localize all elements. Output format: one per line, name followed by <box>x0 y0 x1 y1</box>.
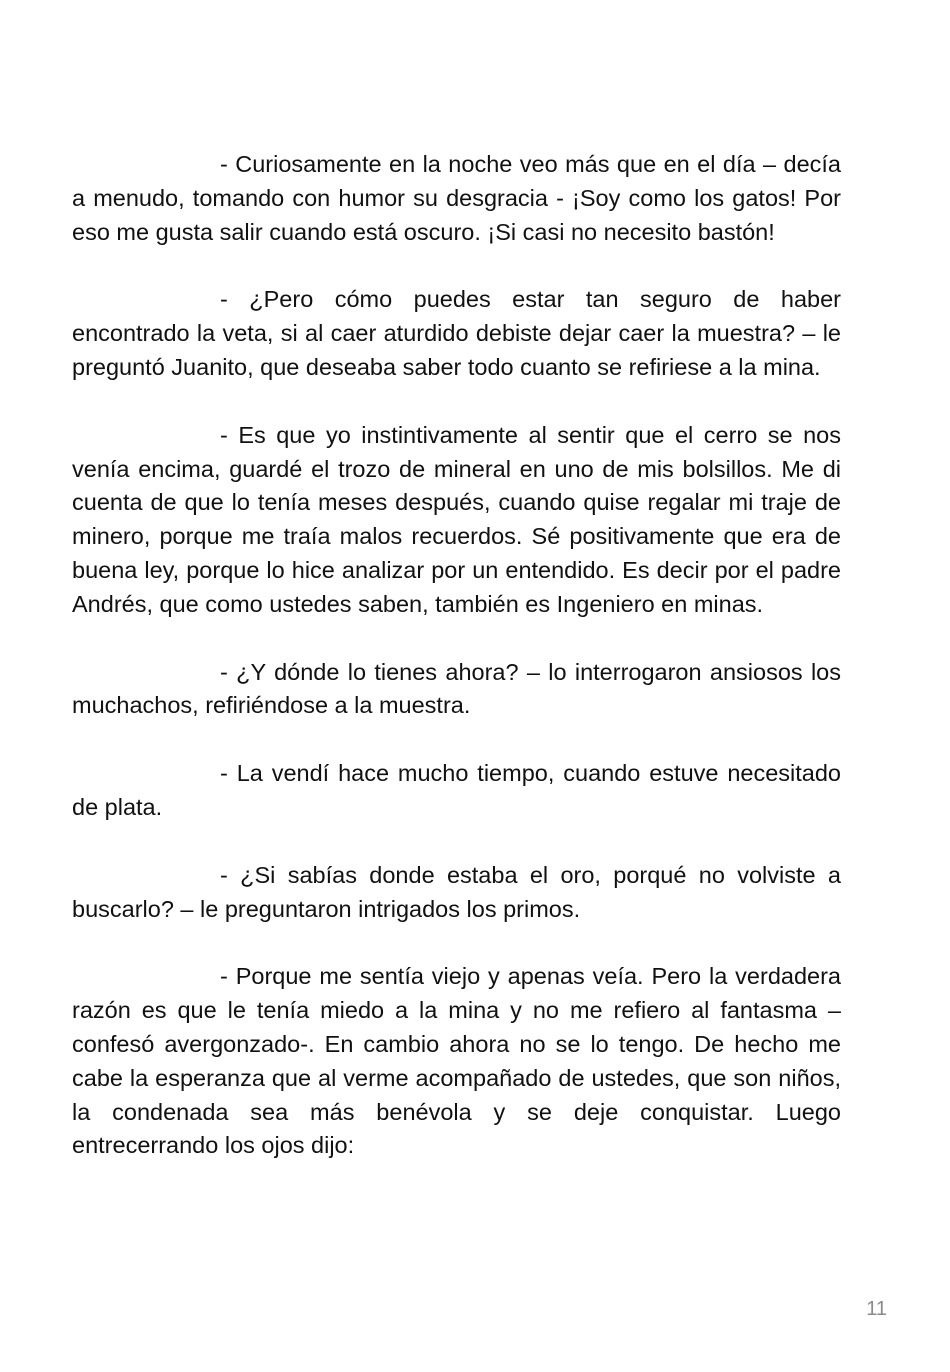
paragraph: - ¿Pero cómo puedes estar tan seguro de haber encontrado la veta, si al caer aturdido debiste dejar caer la muestra? – le preguntó Juanito, que deseaba saber todo cuanto se refiriese a la mina. <box>72 286 841 380</box>
paragraph: - ¿Si sabías donde estaba el oro, porqué no volviste a buscarlo? – le preguntaron intrigados los primos. <box>72 861 841 922</box>
paragraph: - Es que yo instintivamente al sentir que el cerro se nos venía encima, guardé el trozo de mineral en uno de mis bolsillos. Me di cuenta de que lo tenía meses después, cuando quise regalar mi traje de minero, porque me traía malos recuerdos. Sé positivamente que era de buena ley, porque lo hice analizar por un entendido. Es decir por el padre Andrés, que como ustedes saben, también es Ingeniero en minas. <box>72 421 841 617</box>
paragraph: - Curiosamente en la noche veo más que en el día – decía a menudo, tomando con humor su desgracia - ¡Soy como los gatos! Por eso me gusta salir cuando está oscuro. ¡Si casi no necesito bastón! <box>72 151 841 245</box>
paragraph: - ¿Y dónde lo tienes ahora? – lo interrogaron ansiosos los muchachos, refiriéndose a la muestra. <box>72 658 841 719</box>
paragraph: - Porque me sentía viejo y apenas veía. Pero la verdadera razón es que le tenía miedo a la mina y no me refiero al fantasma – confesó avergonzado-. En cambio ahora no se lo tengo. De hecho me cabe la esperanza que al verme acompañado de ustedes, que son niños, la condenada sea más benévola y se deje conquistar. Luego entrecerrando los ojos dijo: <box>72 963 841 1159</box>
page-body <box>72 148 841 1197</box>
paragraph: - La vendí hace mucho tiempo, cuando estuve necesitado de plata. <box>72 760 841 820</box>
page-number: 11 <box>866 1298 887 1320</box>
